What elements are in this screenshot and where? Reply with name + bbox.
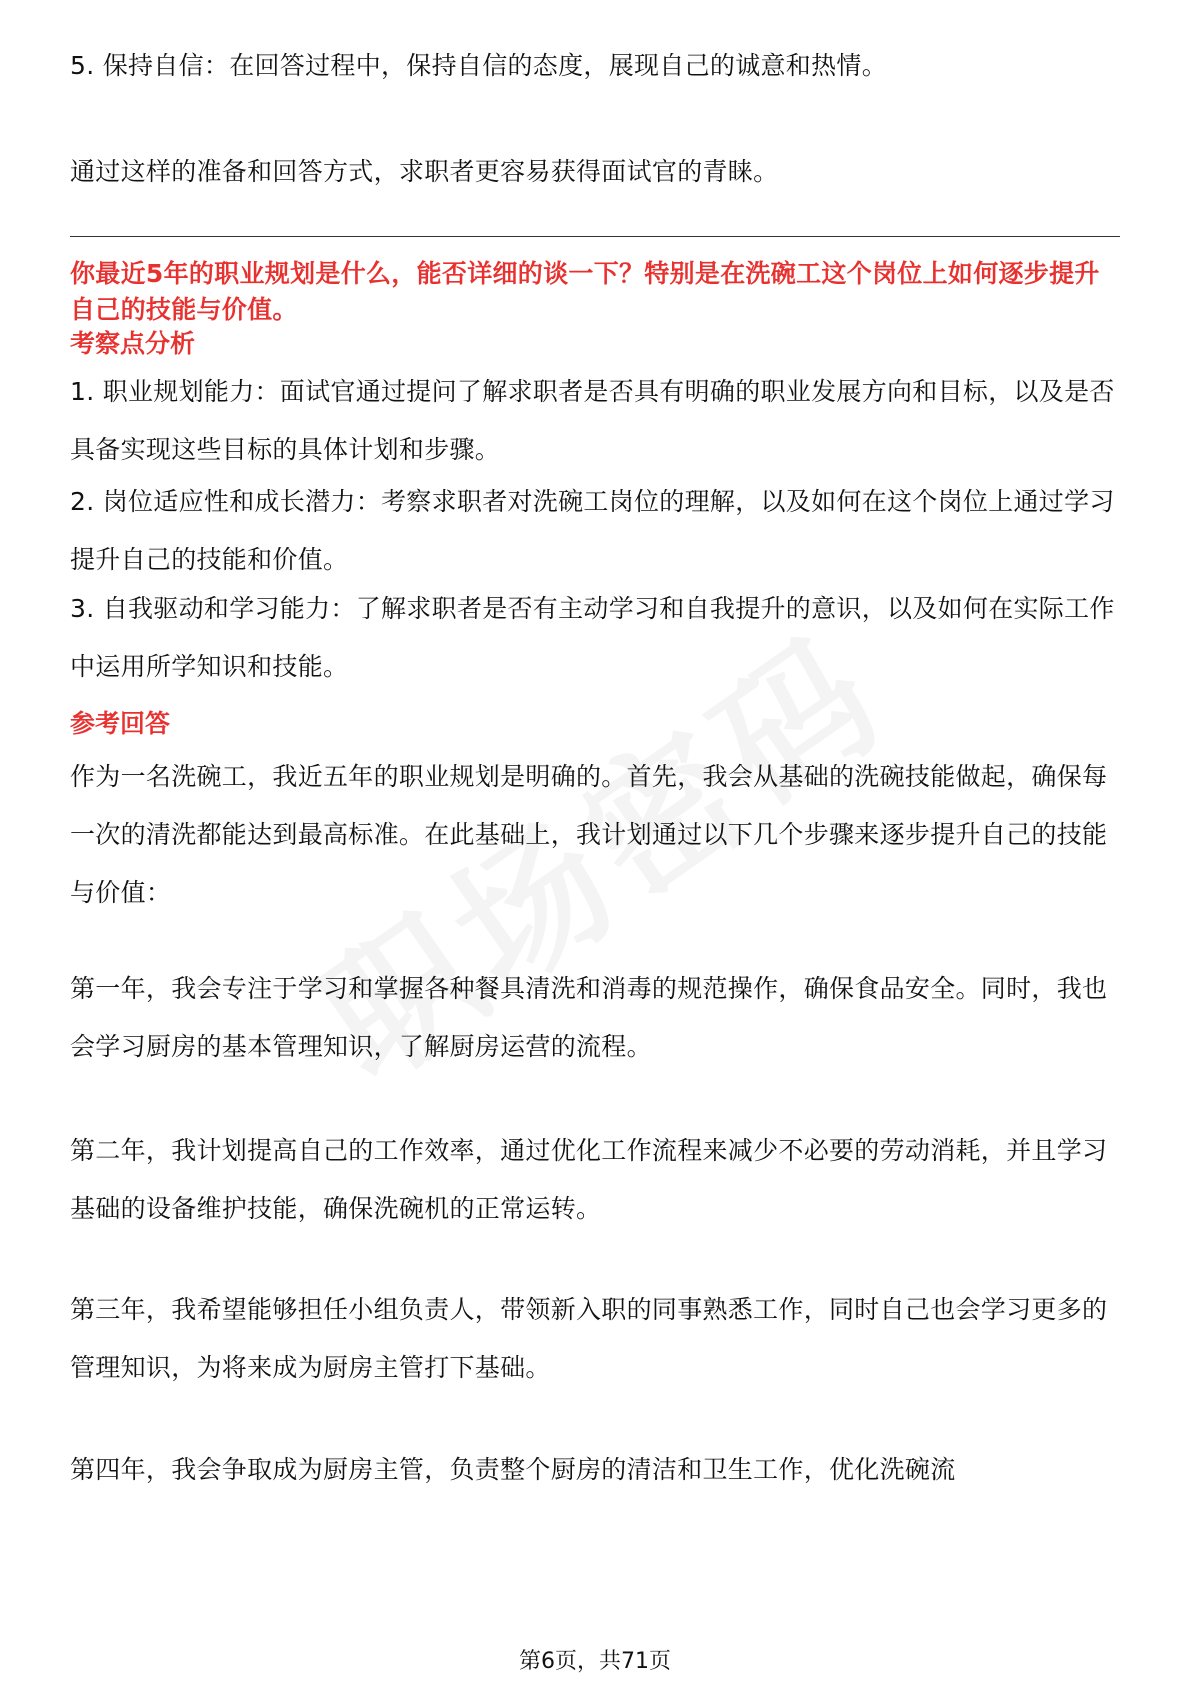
analysis-heading: 考察点分析: [70, 329, 196, 358]
answer-year-4: 第四年，我会争取成为厨房主管，负责整个厨房的清洁和卫生工作，优化洗碗流: [70, 1455, 956, 1484]
answer-year-3: 第三年，我希望能够担任小组负责人，带领新入职的同事熟悉工作，同时自己也会学习更多的管理知识，为将来成为厨房主管打下基础。: [70, 1295, 1108, 1382]
document-page: [70, 0, 1120, 1684]
interview-question: 你最近5年的职业规划是什么，能否详细的谈一下？特别是在洗碗工这个岗位上如何逐步提升自己的技能与价值。: [70, 259, 1100, 324]
summary-paragraph: 通过这样的准备和回答方式，求职者更容易获得面试官的青睐。: [70, 157, 779, 186]
answer-year-2: 第二年，我计划提高自己的工作效率，通过优化工作流程来减少不必要的劳动消耗，并且学习基础的设备维护技能，确保洗碗机的正常运转。: [70, 1136, 1108, 1223]
page-number: 第6页，共71页: [519, 1649, 671, 1674]
answer-intro: 作为一名洗碗工，我近五年的职业规划是明确的。首先，我会从基础的洗碗技能做起，确保每一次的清洗都能达到最高标准。在此基础上，我计划通过以下几个步骤来逐步提升自己的技能与价值：: [70, 762, 1108, 907]
tip-item-5: 5. 保持自信：在回答过程中，保持自信的态度，展现自己的诚意和热情。: [70, 51, 888, 80]
answer-heading: 参考回答: [70, 709, 171, 738]
analysis-item-1: 1. 职业规划能力：面试官通过提问了解求职者是否具有明确的职业发展方向和目标，以及是否具备实现这些目标的具体计划和步骤。: [70, 377, 1115, 464]
analysis-item-2: 2. 岗位适应性和成长潜力：考察求职者对洗碗工岗位的理解，以及如何在这个岗位上通过学习提升自己的技能和价值。: [70, 487, 1115, 574]
analysis-item-3: 3. 自我驱动和学习能力：了解求职者是否有主动学习和自我提升的意识，以及如何在实际工作中运用所学知识和技能。: [70, 594, 1115, 681]
answer-year-1: 第一年，我会专注于学习和掌握各种餐具清洗和消毒的规范操作，确保食品安全。同时，我也会学习厨房的基本管理知识，了解厨房运营的流程。: [70, 974, 1108, 1061]
section-divider: [70, 236, 1120, 237]
